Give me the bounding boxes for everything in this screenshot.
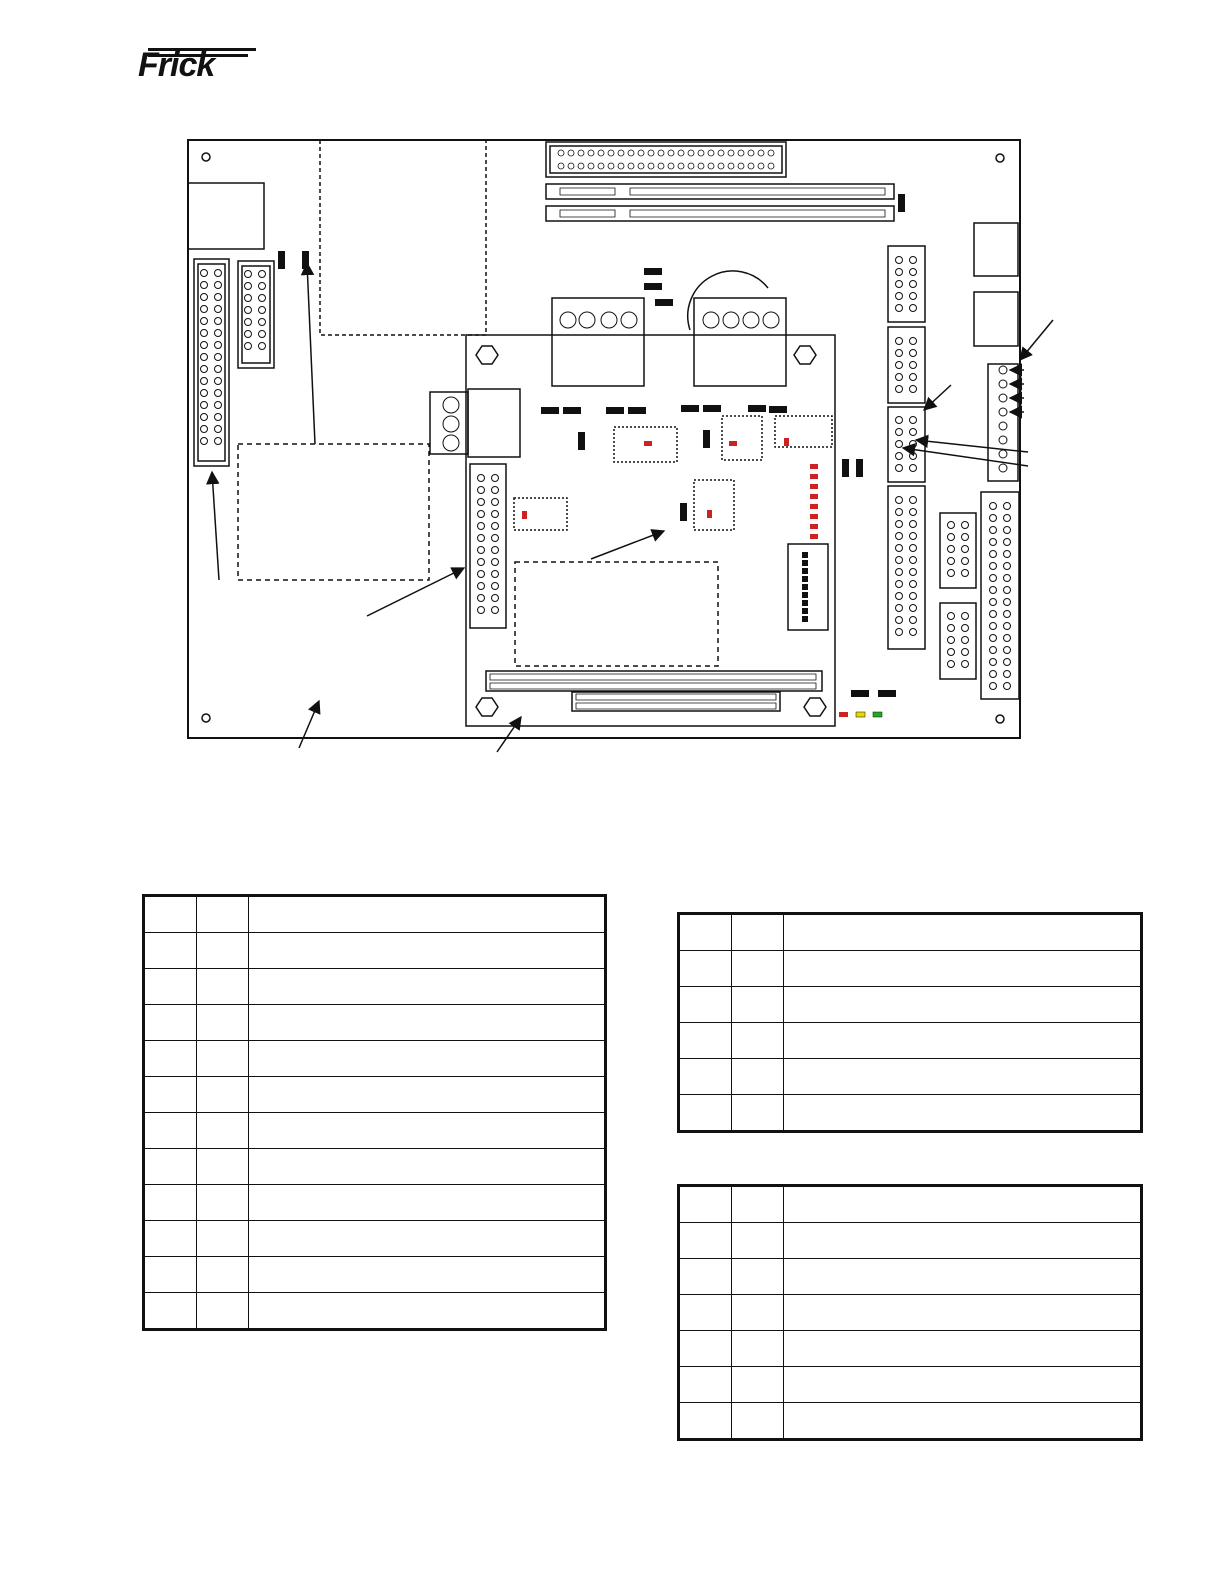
table-row (679, 1367, 1142, 1403)
table-row (144, 1005, 606, 1041)
table-row (144, 1149, 606, 1185)
table-row (144, 1221, 606, 1257)
table-row (144, 1041, 606, 1077)
table-row (144, 896, 606, 933)
table-row (679, 1095, 1142, 1132)
table-row (679, 914, 1142, 951)
table-row (679, 987, 1142, 1023)
table-row (144, 1077, 606, 1113)
table-row (679, 1295, 1142, 1331)
table-row (144, 1257, 606, 1293)
left-table (142, 894, 607, 1331)
table-row (144, 1185, 606, 1221)
table-row (144, 969, 606, 1005)
table-row (679, 1403, 1142, 1440)
table-row (679, 1331, 1142, 1367)
table-row (679, 1186, 1142, 1223)
table-row (679, 951, 1142, 987)
table-row (144, 1113, 606, 1149)
logo-text: Frick (138, 46, 215, 84)
table-row (144, 1293, 606, 1330)
table-row (679, 1023, 1142, 1059)
table-row (144, 933, 606, 969)
right-top-table (677, 912, 1143, 1133)
table-row (679, 1223, 1142, 1259)
table-row (679, 1259, 1142, 1295)
table-row (679, 1059, 1142, 1095)
right-bottom-table (677, 1184, 1143, 1441)
